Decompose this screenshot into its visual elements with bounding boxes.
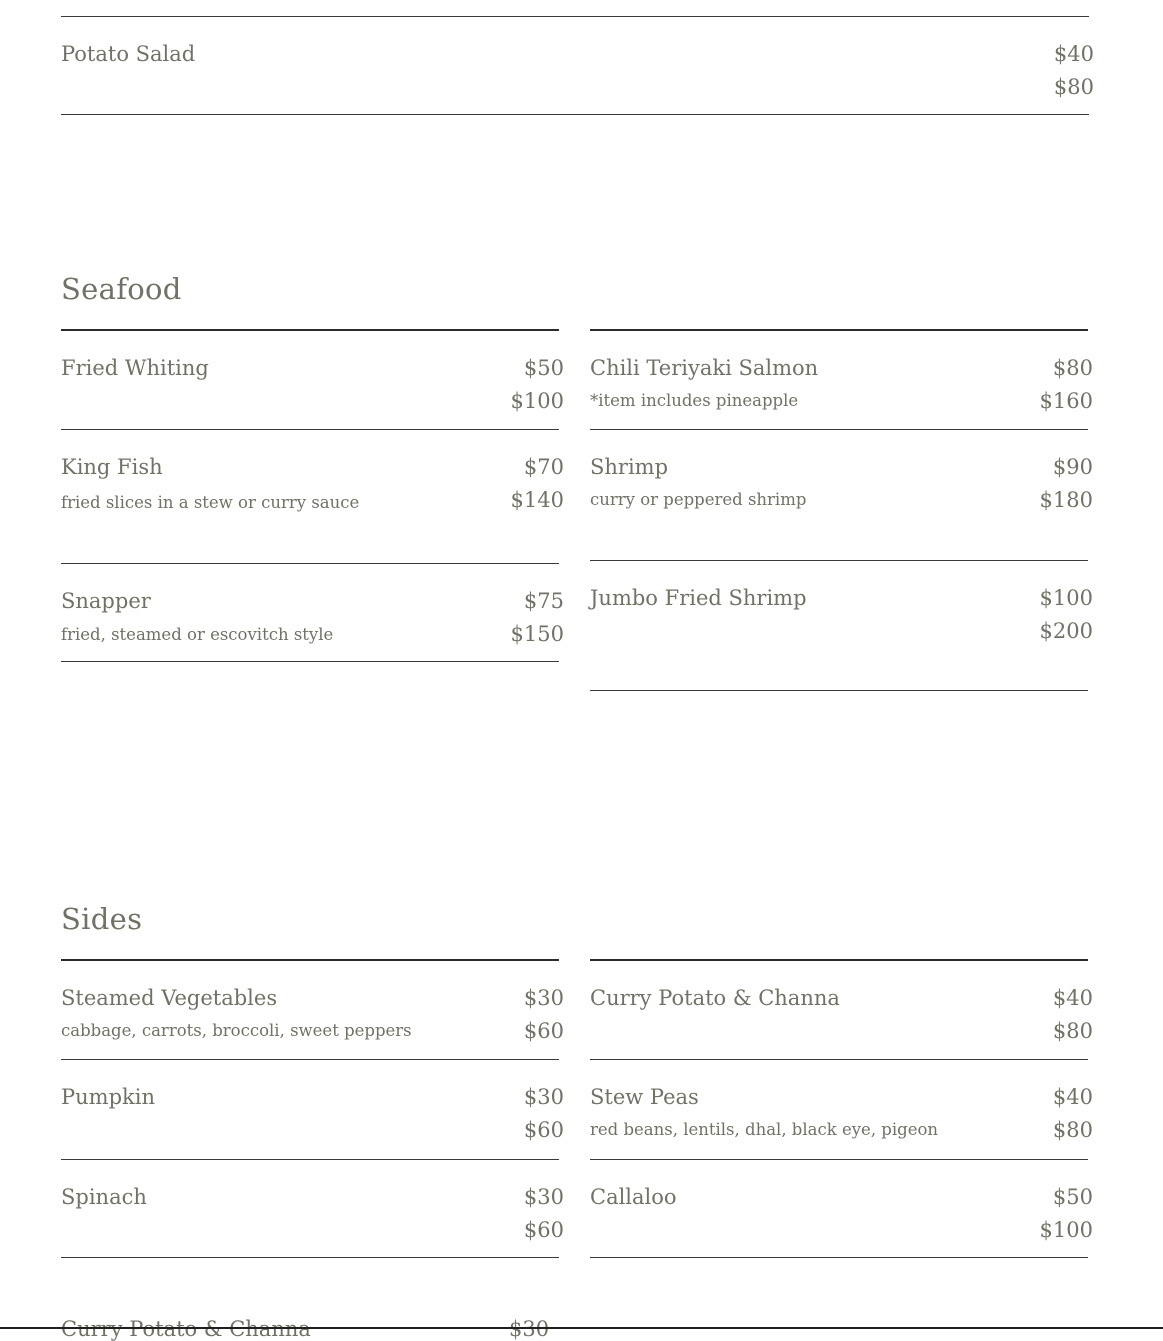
divider: [590, 690, 1088, 691]
item-price-small: $100: [1039, 586, 1093, 610]
item-price-small: $75: [523, 589, 564, 613]
item-name: Callaloo: [590, 1185, 677, 1209]
item-name: Potato Salad: [61, 42, 196, 66]
viewport-bottom-edge: [0, 1327, 1163, 1329]
section-divider: [590, 329, 1088, 331]
divider: [61, 429, 559, 430]
item-name: Spinach: [61, 1185, 147, 1209]
item-price-large: $60: [523, 1019, 564, 1043]
menu-item: [61, 455, 564, 515]
divider: [590, 560, 1088, 561]
item-name: Shrimp: [590, 455, 669, 479]
item-name: Chili Teriyaki Salmon: [590, 356, 819, 380]
menu-item: [61, 356, 564, 416]
item-name: Curry Potato & Channa: [590, 986, 840, 1010]
item-price-small: $40: [1052, 986, 1093, 1010]
menu-item: [61, 986, 564, 1046]
item-name: Jumbo Fried Shrimp: [590, 586, 807, 610]
divider: [590, 1159, 1088, 1160]
cutoff-item-price: $30: [509, 1317, 550, 1341]
divider: [61, 1257, 559, 1258]
menu-item-potato-salad: [61, 42, 1094, 102]
divider: [590, 1257, 1088, 1258]
item-price-large: $100: [1039, 1218, 1093, 1242]
item-price-small: $70: [523, 455, 564, 479]
divider: [61, 661, 559, 662]
item-name: Steamed Vegetables: [61, 986, 278, 1010]
item-price-small: $50: [1052, 1185, 1093, 1209]
item-price-small: $40: [1053, 42, 1094, 66]
item-description: red beans, lentils, dhal, black eye, pigeon: [590, 1120, 939, 1139]
section-divider: [590, 959, 1088, 961]
item-description: fried slices in a stew or curry sauce: [61, 493, 360, 512]
divider: [61, 16, 1089, 17]
item-price-large: $100: [510, 389, 564, 413]
item-price-small: $90: [1052, 455, 1093, 479]
item-price-large: $80: [1052, 1019, 1093, 1043]
item-price-small: $50: [523, 356, 564, 380]
item-name: Fried Whiting: [61, 356, 209, 380]
item-name: Pumpkin: [61, 1085, 155, 1109]
section-divider: [61, 959, 559, 961]
item-price-small: $30: [523, 1085, 564, 1109]
menu-item: [61, 1185, 564, 1245]
item-name: Snapper: [61, 589, 151, 613]
divider: [61, 114, 1089, 115]
menu-item: [590, 1185, 1093, 1245]
item-price-small: $80: [1052, 356, 1093, 380]
item-price-large: $160: [1039, 389, 1093, 413]
item-description: curry or peppered shrimp: [590, 490, 807, 509]
divider: [61, 563, 559, 564]
menu-item: [590, 586, 1093, 646]
menu-item: [590, 986, 1093, 1046]
section-divider: [61, 329, 559, 331]
section-title-sides: Sides: [61, 902, 143, 936]
item-price-large: $200: [1039, 619, 1093, 643]
item-price-large: $60: [523, 1218, 564, 1242]
section-title-seafood: Seafood: [61, 272, 182, 306]
item-price-large: $180: [1039, 488, 1093, 512]
divider: [590, 429, 1088, 430]
cutoff-item-name: Curry Potato & Channa: [61, 1317, 311, 1341]
item-price-large: $80: [1053, 75, 1094, 99]
item-description: *item includes pineapple: [590, 391, 799, 410]
item-description: fried, steamed or escovitch style: [61, 625, 334, 644]
item-name: King Fish: [61, 455, 163, 479]
item-price-small: $30: [523, 986, 564, 1010]
item-price-large: $60: [523, 1118, 564, 1142]
menu-item: [61, 589, 564, 649]
divider: [590, 1059, 1088, 1060]
divider: [61, 1059, 559, 1060]
item-description: cabbage, carrots, broccoli, sweet peppers: [61, 1021, 412, 1040]
menu-item: [590, 455, 1093, 515]
item-price-small: $40: [1052, 1085, 1093, 1109]
item-price-small: $30: [523, 1185, 564, 1209]
item-name: Stew Peas: [590, 1085, 699, 1109]
item-price-large: $150: [510, 622, 564, 646]
divider: [61, 1159, 559, 1160]
menu-item: [61, 1085, 564, 1145]
menu-item: [590, 1085, 1093, 1145]
item-price-large: $140: [510, 488, 564, 512]
menu-item: [590, 356, 1093, 416]
item-price-large: $80: [1052, 1118, 1093, 1142]
